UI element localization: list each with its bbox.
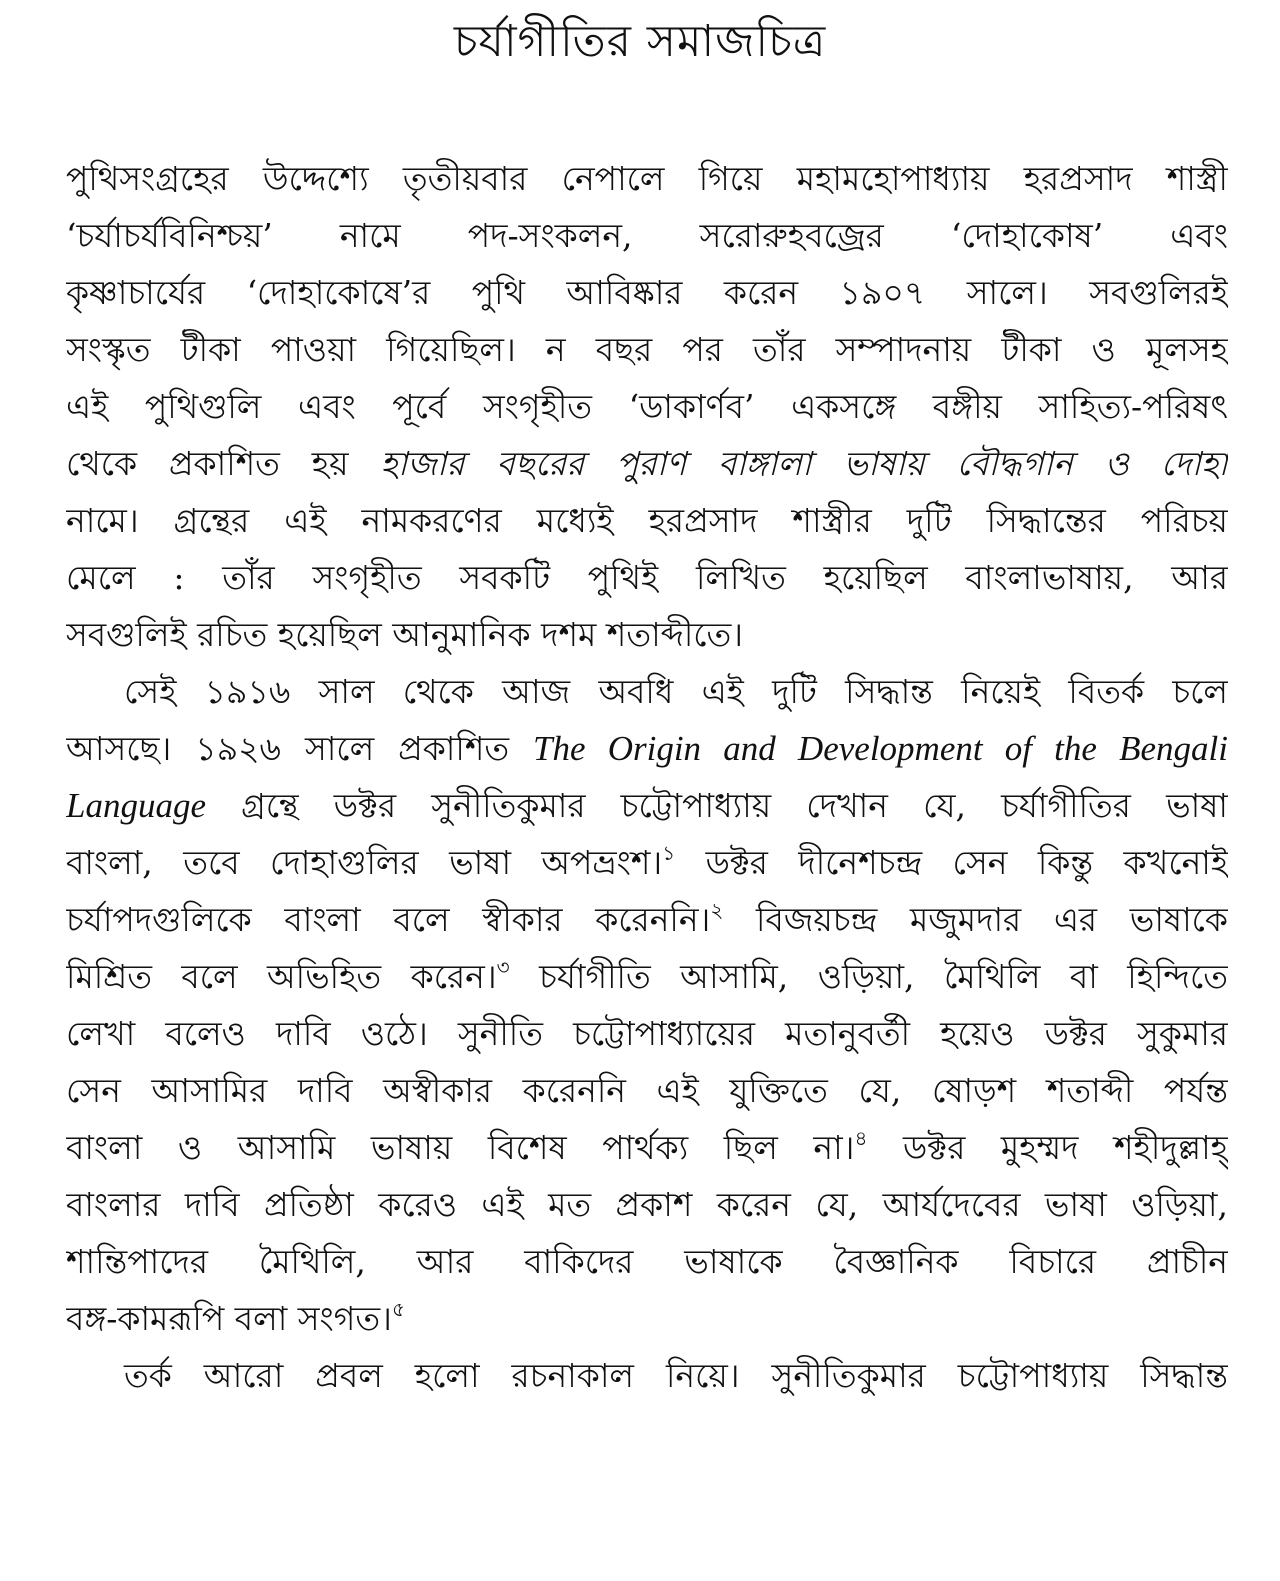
line-text: থেকে প্রকাশিত হয় (66, 444, 381, 483)
footnote-marker: ৪ (854, 1126, 868, 1150)
text-line (66, 1005, 1228, 1062)
line-text: ‘চর্যাচর্যবিনিশ্চয়’ নামে পদ-সংকলন, সরোরুহবজ্রের ‘দোহাকোষ’ এবং (66, 216, 1228, 255)
italic-title: হাজার বছরের পুরাণ বাঙ্গালা ভাষায় বৌদ্ধগান ও দোহা (380, 444, 1228, 483)
text-line (66, 435, 1228, 492)
text-line (66, 891, 1228, 948)
line-text: বাংলা, তবে দোহাগুলির ভাষা অপভ্রংশ। (66, 843, 663, 882)
text-line (66, 720, 1228, 777)
text-line (66, 777, 1228, 834)
line-text: গ্রন্থে ডক্টর সুনীতিকুমার চট্টোপাধ্যায় দেখান যে, চর্যাগীতির ভাষা (206, 786, 1228, 825)
paragraph (66, 1347, 1228, 1404)
line-text: নামে। গ্রন্থের এই নামকরণের মধ্যেই হরপ্রসাদ শাস্ত্রীর দুটি সিদ্ধান্তের পরিচয় (66, 501, 1228, 540)
line-text: বঙ্গ-কামরূপি বলা সংগত। (66, 1299, 392, 1338)
text-line (66, 549, 1228, 606)
footnote-marker: ১ (662, 841, 676, 865)
text-line (66, 492, 1228, 549)
text-line (66, 150, 1228, 207)
text-line (66, 321, 1228, 378)
line-text: চর্যাগীতি আসামি, ওড়িয়া, মৈথিলি বা হিন্দিতে (509, 957, 1228, 996)
text-line (66, 378, 1228, 435)
line-text: সেই ১৯১৬ সাল থেকে আজ অবধি এই দুটি সিদ্ধান্ত নিয়েই বিতর্ক চলে (124, 672, 1228, 711)
text-line (66, 1062, 1228, 1119)
text-line (66, 1176, 1228, 1233)
paragraph (66, 663, 1228, 1347)
line-text: সংস্কৃত টীকা পাওয়া গিয়েছিল। ন বছর পর তাঁর সম্পাদনায় টীকা ও মূলসহ (66, 330, 1228, 369)
text-line (66, 948, 1228, 1005)
paragraph (66, 150, 1228, 663)
text-line (66, 1119, 1228, 1176)
text-line (66, 1290, 1228, 1347)
text-line (66, 1347, 1228, 1404)
italic-title: Language (66, 786, 206, 825)
line-text: বাংলার দাবি প্রতিষ্ঠা করেও এই মত প্রকাশ করেন যে, আর্যদেবের ভাষা ওড়িয়া, (66, 1185, 1228, 1224)
text-line (66, 207, 1228, 264)
line-text: আসছে। ১৯২৬ সালে প্রকাশিত (66, 729, 534, 768)
line-text: কৃষ্ণাচার্যের ‘দোহাকোষে’র পুথি আবিষ্কার করেন ১৯০৭ সালে। সবগুলিরই (66, 273, 1228, 312)
line-text: চর্যাপদগুলিকে বাংলা বলে স্বীকার করেননি। (66, 900, 711, 939)
line-text: সেন আসামির দাবি অস্বীকার করেননি এই যুক্তিতে যে, ষোড়শ শতাব্দী পর্যন্ত (66, 1071, 1228, 1110)
footnote-marker: ৩ (496, 955, 510, 979)
footnote-marker: ৫ (391, 1297, 405, 1321)
line-text: সবগুলিই রচিত হয়েছিল আনুমানিক দশম শতাব্দীতে। (66, 615, 744, 654)
line-text: ডক্টর মুহম্মদ শহীদুল্লাহ্ (867, 1128, 1228, 1167)
line-text: এই পুথিগুলি এবং পূর্বে সংগৃহীত ‘ডাকার্ণব’ একসঙ্গে বঙ্গীয় সাহিত্য-পরিষৎ (66, 387, 1228, 426)
footnote-marker: ২ (710, 898, 724, 922)
line-text: তর্ক আরো প্রবল হলো রচনাকাল নিয়ে। সুনীতিকুমার চট্টোপাধ্যায় সিদ্ধান্ত (124, 1356, 1228, 1395)
text-line (66, 1233, 1228, 1290)
line-text: বাংলা ও আসামি ভাষায় বিশেষ পার্থক্য ছিল না। (66, 1128, 855, 1167)
page-title: চর্যাগীতির সমাজচিত্র (453, 16, 827, 67)
body-text (66, 150, 1228, 1404)
line-text: মিশ্রিত বলে অভিহিত করেন। (66, 957, 497, 996)
text-line (66, 606, 1228, 663)
line-text: পুথিসংগ্রহের উদ্দেশ্যে তৃতীয়বার নেপালে গিয়ে মহামহোপাধ্যায় হরপ্রসাদ শাস্ত্রী (66, 159, 1228, 198)
text-line (66, 264, 1228, 321)
line-text: বিজয়চন্দ্র মজুমদার এর ভাষাকে (723, 900, 1228, 939)
line-text: ডক্টর দীনেশচন্দ্র সেন কিন্তু কখনোই (675, 843, 1228, 882)
line-text: লেখা বলেও দাবি ওঠে। সুনীতি চট্টোপাধ্যায়ের মতানুবর্তী হয়েও ডক্টর সুকুমার (66, 1014, 1228, 1053)
line-text: মেলে : তাঁর সংগৃহীত সবকটি পুথিই লিখিত হয়েছিল বাংলাভাষায়, আর (66, 558, 1228, 597)
line-text: শান্তিপাদের মৈথিলি, আর বাকিদের ভাষাকে বৈজ্ঞানিক বিচারে প্রাচীন (66, 1242, 1228, 1281)
text-line (66, 834, 1228, 891)
text-line (66, 663, 1228, 720)
italic-title: The Origin and Development of the Bengali (533, 729, 1228, 768)
